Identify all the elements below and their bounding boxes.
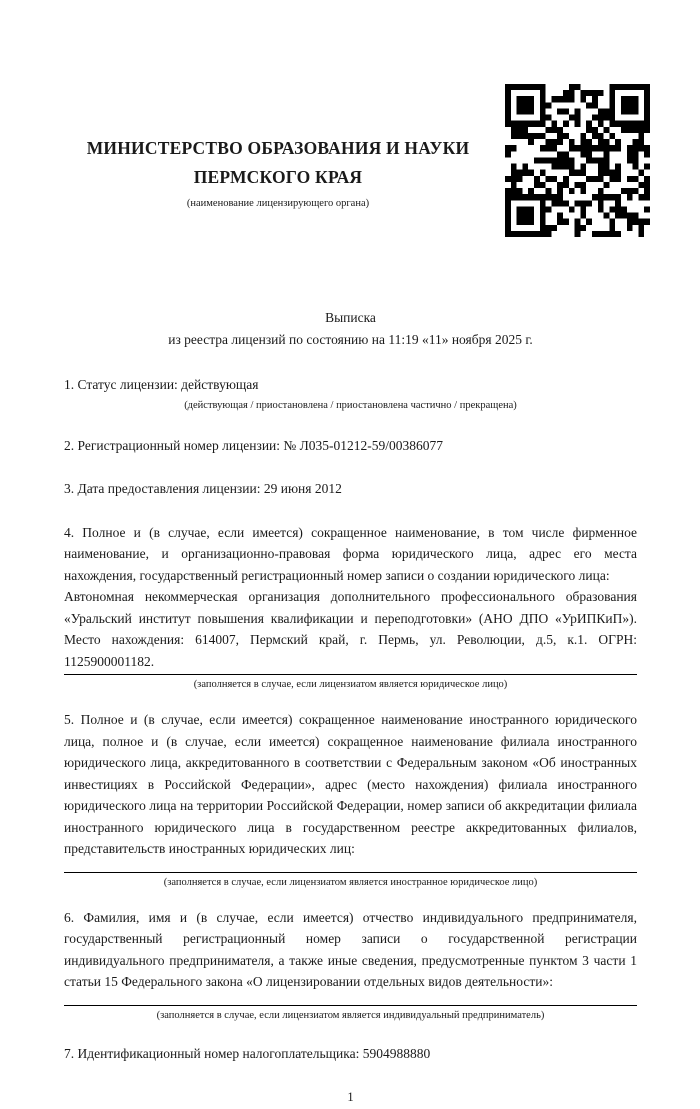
legal-entity-note: (заполняется в случае, если лицензиатом является юридическое лицо): [193, 679, 508, 690]
document-header: [64, 134, 492, 211]
legal-entity-fill-line: [64, 674, 637, 675]
document-title: Выписка: [325, 310, 376, 325]
licensing-authority-name: [64, 134, 492, 191]
ministry-title-line2: ПЕРМСКОГО КРАЯ: [193, 166, 363, 187]
foreign-entity-note: (заполняется в случае, если лицензиатом является иностранное юридическое лицо): [163, 876, 538, 888]
legal-entity-value: Автономная некоммерческая организация дополнительного профессионального образования «Уральский институт повышения квалификации и переподготовки» (АНО ДПО «УрИПКиП»). Место нахождения: 614007, Пермский край, г. Пермь, ул. Революции, д.5, к.1. ОГРН: 1125900001182.: [64, 589, 637, 669]
page-number: 1: [347, 1090, 354, 1104]
license-status-note: (действующая / приостановлена / приостановлена частично / прекращена): [184, 399, 517, 411]
qr-code: [505, 84, 650, 237]
taxpayer-id-text: 7. Идентификационный номер налогоплательщика: 5904988880: [64, 1045, 431, 1061]
item-registration-number: [64, 435, 637, 457]
item-individual-entrepreneur: [64, 907, 637, 1023]
document-subtitle: из реестра лицензий по состоянию на 11:19 «11» ноября 2025 г.: [168, 331, 533, 347]
document-title-block: [64, 307, 637, 350]
individual-entrepreneur-label: 6. Фамилия, имя и (в случае, если имеется) отчество индивидуального предпринимателя, государственный регистрационный номер записи о государственной регистрации индивидуального предпринимателя, а также иные сведения, предусмотренные пунктом 3 части 1 статьи 15 Федерального закона «О лицензировании отдельных видов деятельности»:: [64, 909, 637, 989]
item-foreign-entity: [64, 709, 637, 890]
item-license-date: [64, 478, 637, 500]
legal-entity-label: 4. Полное и (в случае, если имеется) сокращенное наименование, в том числе фирменное наименование, и организационно-правовая форма юридического лица, адрес его места нахождения, государственный регистрационный номер записи о создании юридического лица:: [64, 524, 637, 583]
foreign-entity-label: 5. Полное и (в случае, если имеется) сокращенное наименование иностранного юридического лица, полное и (в случае, если имеется) сокращенное наименование филиала иностранного юридического лица, аккредитованного в соответствии с Федеральным законом «Об иностранных инвестициях в Российской Федерации», адрес (место нахождения) филиала иностранного юридического лица на территории Российской Федерации, номер записи об аккредитации филиала иностранного юридического лица в государственном реестре аккредитованных филиалов, представительств иностранных юридических лиц:: [64, 712, 637, 856]
individual-entrepreneur-note: (заполняется в случае, если лицензиатом является индивидуальный предприниматель): [156, 1009, 545, 1021]
ministry-title-line1: МИНИСТЕРСТВО ОБРАЗОВАНИЯ И НАУКИ: [86, 138, 470, 158]
foreign-entity-fill-line: [64, 872, 637, 873]
license-status-text: 1. Статус лицензии: действующая: [64, 377, 259, 392]
item-legal-entity: [64, 522, 637, 693]
individual-entrepreneur-fill-line: [64, 1005, 637, 1006]
item-taxpayer-id: [64, 1043, 637, 1065]
registration-number-text: 2. Регистрационный номер лицензии: № Л035-01212-59/00386077: [64, 437, 444, 453]
license-date-text: 3. Дата предоставления лицензии: 29 июня 2012: [64, 481, 342, 496]
ministry-note: (наименование лицензирующего органа): [186, 198, 370, 209]
item-license-status: [64, 374, 637, 413]
